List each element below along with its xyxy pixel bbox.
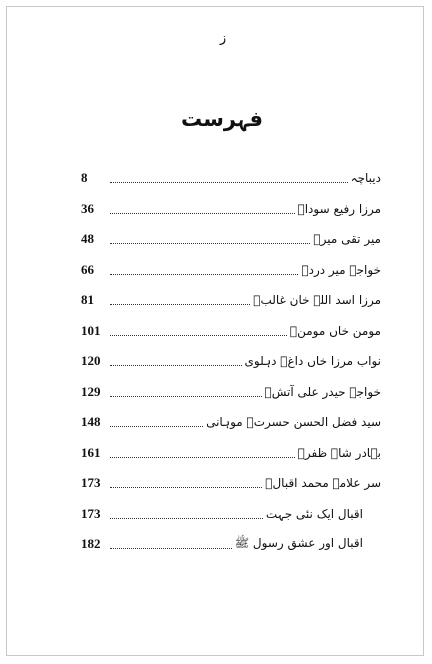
toc-entry <box>81 346 381 377</box>
toc-leader-dots <box>110 303 250 305</box>
toc-entry <box>81 316 381 347</box>
toc-entry <box>81 407 381 438</box>
toc-entry-title: مرزا اسد اللہ خان غالبؔ <box>253 293 381 308</box>
toc-leader-dots <box>110 395 262 397</box>
toc-entry-title: دیباچہ <box>350 171 381 186</box>
toc-leader-dots <box>110 456 295 458</box>
toc-entry-title: خواجہ میر دردؔ <box>301 262 381 277</box>
toc-leader-dots <box>110 242 310 244</box>
toc-page-number: 36 <box>81 200 94 216</box>
toc-leader-dots <box>110 334 287 336</box>
toc-subentry <box>81 529 381 560</box>
page-title: فہرست <box>180 107 263 131</box>
toc-entry-title: میر تقی میرؔ <box>313 232 381 247</box>
toc-leader-dots <box>110 181 348 183</box>
toc-page-number: 129 <box>81 383 101 399</box>
table-of-contents <box>81 163 381 560</box>
toc-entry <box>81 194 381 225</box>
toc-subentry <box>81 499 381 530</box>
toc-entry-title: مومن خاں مومنؔ <box>289 323 381 338</box>
toc-leader-dots <box>110 212 295 214</box>
toc-leader-dots <box>110 486 262 488</box>
toc-entry-title: سید فضل الحسن حسرتؔ موہانی <box>206 415 381 430</box>
toc-leader-dots <box>110 547 232 549</box>
toc-entry <box>81 377 381 408</box>
toc-page-number: 173 <box>81 475 101 491</box>
toc-entry <box>81 468 381 499</box>
toc-page-number: 81 <box>81 292 94 308</box>
toc-page-number: 161 <box>81 444 101 460</box>
toc-entry <box>81 224 381 255</box>
toc-leader-dots <box>110 517 263 519</box>
toc-entry <box>81 285 381 316</box>
toc-entry <box>81 438 381 469</box>
toc-entry-title: نواب مرزا خاں داغؔ دہلوی <box>244 354 381 369</box>
toc-page-number: 101 <box>81 322 101 338</box>
toc-page-number: 182 <box>81 536 101 552</box>
toc-page-number: 120 <box>81 353 101 369</box>
toc-page-number: 8 <box>81 170 88 186</box>
page-marker: ز <box>219 31 227 46</box>
toc-entry-title: اقبال ایک نئی جہت <box>265 506 363 521</box>
toc-leader-dots <box>110 425 203 427</box>
toc-page-number: 148 <box>81 414 101 430</box>
toc-entry-title: مرزا رفیع سوداؔ <box>297 201 381 216</box>
toc-page-number: 48 <box>81 231 94 247</box>
document-page <box>6 6 424 656</box>
toc-entry-title: اقبال اور عشق رسول ﷺ <box>234 535 363 550</box>
toc-entry <box>81 163 381 194</box>
toc-leader-dots <box>110 273 298 275</box>
toc-entry-title: سر علامہ محمد اقبالؔ <box>265 476 381 491</box>
toc-page-number: 173 <box>81 505 101 521</box>
toc-page-number: 66 <box>81 261 94 277</box>
toc-leader-dots <box>110 364 242 366</box>
toc-entry-title: خواجہ حیدر علی آتشؔ <box>264 384 381 399</box>
toc-entry <box>81 255 381 286</box>
toc-entry-title: بہادر شاہ ظفرؔ <box>297 445 381 460</box>
